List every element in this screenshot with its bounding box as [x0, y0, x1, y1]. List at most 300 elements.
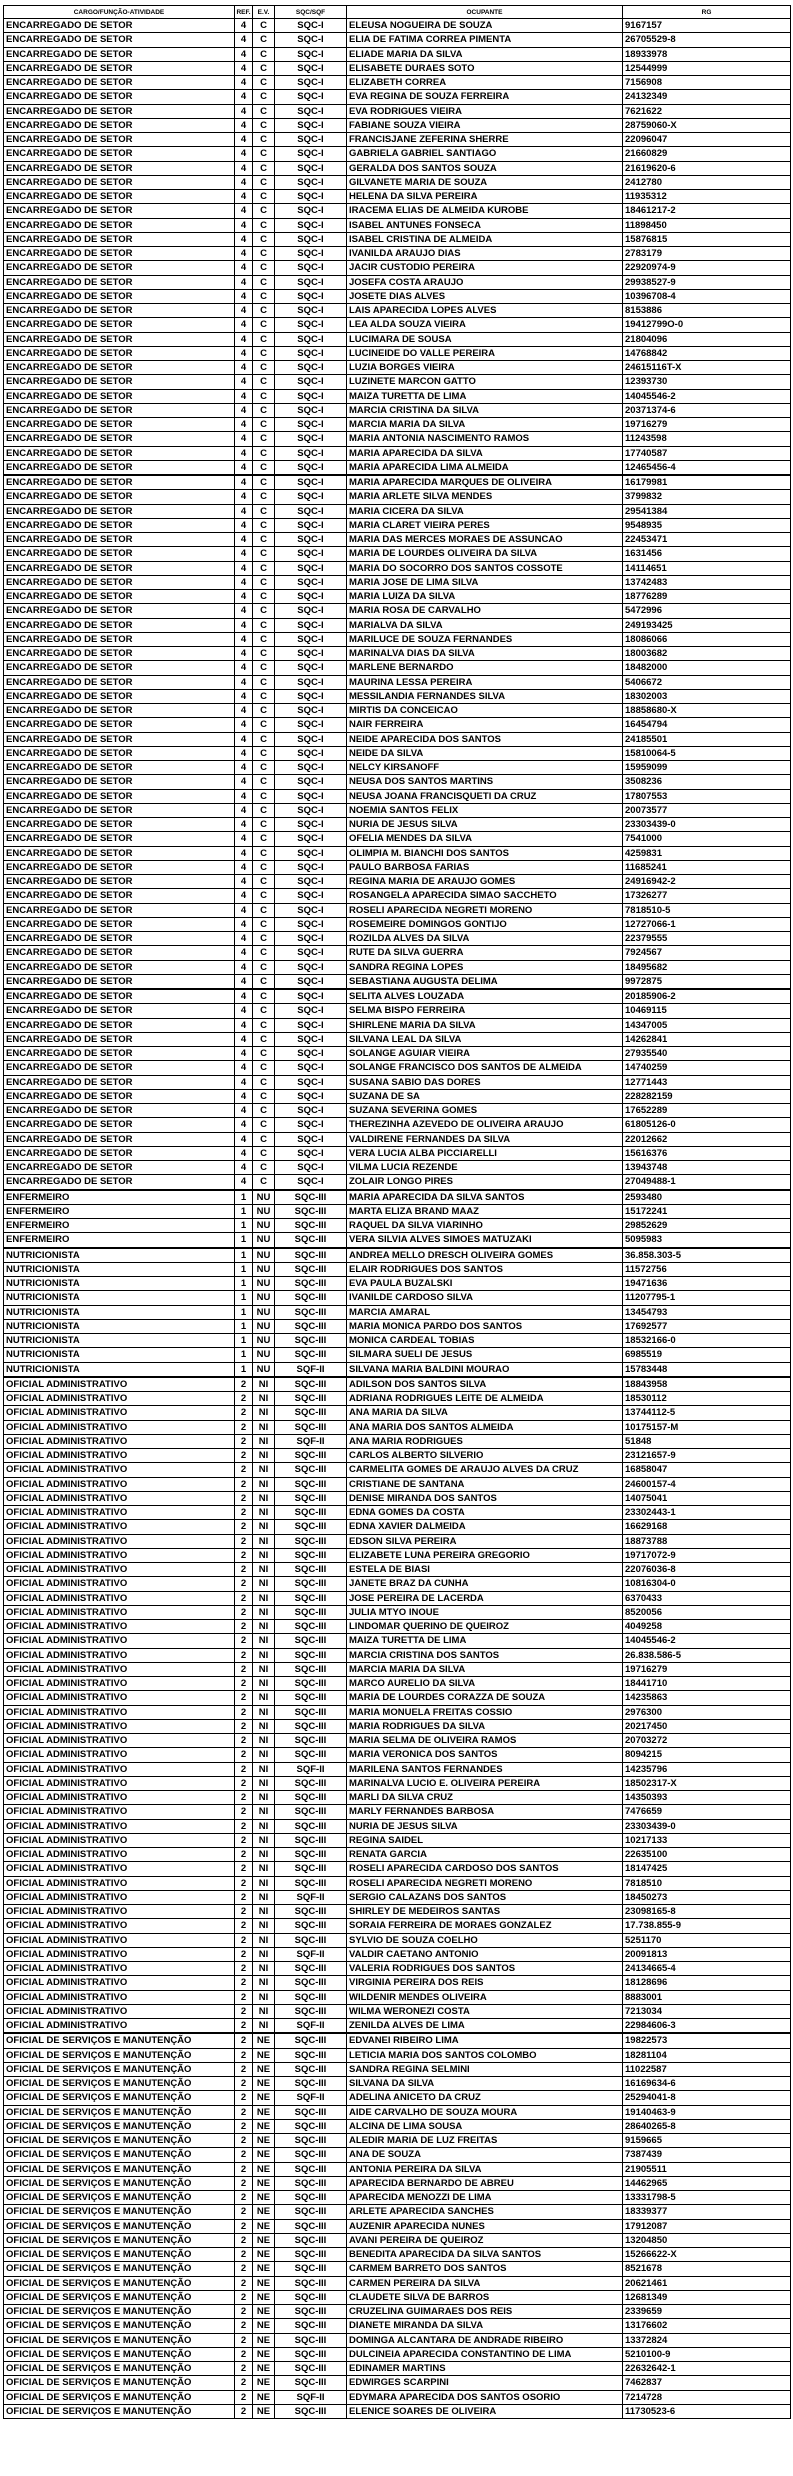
- rg-cell: 16179981: [623, 475, 791, 490]
- cargo-cell: OFICIAL ADMINISTRATIVO: [4, 1776, 235, 1790]
- ocupante-cell: VALERIA RODRIGUES DOS SANTOS: [347, 1962, 623, 1976]
- cargo-cell: OFICIAL DE SERVIÇOS E MANUTENÇÃO: [4, 2233, 235, 2247]
- cargo-cell: ENCARREGADO DE SETOR: [4, 432, 235, 446]
- ocupante-cell: SILVANA MARIA BALDINI MOURAO: [347, 1362, 623, 1377]
- sqc-sqf-cell: SQC-I: [275, 661, 347, 675]
- table-row: [4, 1463, 791, 1477]
- ocupante-cell: ESTELA DE BIASI: [347, 1563, 623, 1577]
- ref-cell: 2: [235, 2033, 253, 2048]
- table-row: [4, 232, 791, 246]
- rg-cell: 18530112: [623, 1392, 791, 1406]
- ref-cell: 2: [235, 2390, 253, 2404]
- ref-cell: 2: [235, 1449, 253, 1463]
- ev-cell: NE: [253, 2319, 275, 2333]
- ev-cell: C: [253, 204, 275, 218]
- rg-cell: 9159665: [623, 2134, 791, 2148]
- ocupante-cell: REGINA MARIA DE ARAUJO GOMES: [347, 875, 623, 889]
- ref-cell: 4: [235, 1075, 253, 1089]
- sqc-sqf-cell: SQC-I: [275, 19, 347, 33]
- table-row: [4, 1204, 791, 1218]
- cargo-cell: OFICIAL DE SERVIÇOS E MANUTENÇÃO: [4, 2319, 235, 2333]
- rg-cell: 18461217-2: [623, 204, 791, 218]
- rg-cell: 11572756: [623, 1262, 791, 1276]
- ref-cell: 1: [235, 1362, 253, 1377]
- ev-cell: C: [253, 689, 275, 703]
- sqc-sqf-cell: SQC-I: [275, 61, 347, 75]
- ref-cell: 4: [235, 175, 253, 189]
- ev-cell: C: [253, 1089, 275, 1103]
- sqc-sqf-cell: SQC-III: [275, 1348, 347, 1362]
- sqc-sqf-cell: SQC-III: [275, 1876, 347, 1890]
- ocupante-cell: JACIR CUSTODIO PEREIRA: [347, 261, 623, 275]
- sqc-sqf-cell: SQC-III: [275, 1506, 347, 1520]
- rg-cell: 13943748: [623, 1161, 791, 1175]
- ref-cell: 2: [235, 2290, 253, 2304]
- ev-cell: C: [253, 675, 275, 689]
- cargo-cell: ENCARREGADO DE SETOR: [4, 190, 235, 204]
- table-row: [4, 718, 791, 732]
- ref-cell: 2: [235, 1805, 253, 1819]
- cargo-cell: ENCARREGADO DE SETOR: [4, 346, 235, 360]
- ref-cell: 4: [235, 1146, 253, 1160]
- cargo-cell: NUTRICIONISTA: [4, 1291, 235, 1305]
- table-row: [4, 1819, 791, 1833]
- ocupante-cell: LETICIA MARIA DOS SANTOS COLOMBO: [347, 2048, 623, 2062]
- ocupante-cell: SORAIA FERREIRA DE MORAES GONZALEZ: [347, 1919, 623, 1933]
- header-ev: E.V.: [253, 6, 275, 19]
- sqc-sqf-cell: SQC-I: [275, 803, 347, 817]
- table-row: [4, 1146, 791, 1160]
- ref-cell: 4: [235, 418, 253, 432]
- ev-cell: C: [253, 275, 275, 289]
- cargo-cell: ENCARREGADO DE SETOR: [4, 76, 235, 90]
- table-row: [4, 1577, 791, 1591]
- sqc-sqf-cell: SQC-I: [275, 575, 347, 589]
- table-row: [4, 2376, 791, 2390]
- sqc-sqf-cell: SQC-I: [275, 346, 347, 360]
- ev-cell: NE: [253, 2290, 275, 2304]
- ref-cell: 2: [235, 1677, 253, 1691]
- table-row: [4, 604, 791, 618]
- ev-cell: NE: [253, 2404, 275, 2418]
- sqc-sqf-cell: SQC-I: [275, 1018, 347, 1032]
- ev-cell: C: [253, 946, 275, 960]
- ev-cell: C: [253, 475, 275, 490]
- ev-cell: NE: [253, 2162, 275, 2176]
- sqc-sqf-cell: SQC-I: [275, 76, 347, 90]
- table-row: [4, 846, 791, 860]
- table-row: [4, 761, 791, 775]
- cargo-cell: ENCARREGADO DE SETOR: [4, 704, 235, 718]
- table-row: [4, 775, 791, 789]
- rg-cell: 10816304-0: [623, 1577, 791, 1591]
- ref-cell: 2: [235, 2262, 253, 2276]
- sqc-sqf-cell: SQC-III: [275, 1591, 347, 1605]
- sqc-sqf-cell: SQC-I: [275, 818, 347, 832]
- ocupante-cell: EDNA XAVIER DALMEIDA: [347, 1520, 623, 1534]
- ocupante-cell: JULIA MTYO INOUE: [347, 1605, 623, 1619]
- table-row: [4, 19, 791, 33]
- rg-cell: 5251170: [623, 1933, 791, 1947]
- cargo-cell: ENCARREGADO DE SETOR: [4, 318, 235, 332]
- table-row: [4, 1890, 791, 1904]
- ocupante-cell: SOLANGE FRANCISCO DOS SANTOS DE ALMEIDA: [347, 1061, 623, 1075]
- sqc-sqf-cell: SQF-II: [275, 1434, 347, 1448]
- ocupante-cell: SELMA BISPO FERREIRA: [347, 1004, 623, 1018]
- cargo-cell: ENCARREGADO DE SETOR: [4, 490, 235, 504]
- table-row: [4, 2134, 791, 2148]
- ev-cell: C: [253, 1175, 275, 1190]
- table-row: [4, 1291, 791, 1305]
- ref-cell: 2: [235, 1563, 253, 1577]
- ref-cell: 4: [235, 732, 253, 746]
- cargo-cell: OFICIAL ADMINISTRATIVO: [4, 1876, 235, 1890]
- ocupante-cell: MARCIA MARIA DA SILVA: [347, 1662, 623, 1676]
- table-row: [4, 689, 791, 703]
- header-sqc-sqf: SQC/SQF: [275, 6, 347, 19]
- ocupante-cell: JOSEFA COSTA ARAUJO: [347, 275, 623, 289]
- cargo-cell: ENCARREGADO DE SETOR: [4, 889, 235, 903]
- ref-cell: 2: [235, 1406, 253, 1420]
- rg-cell: 17740587: [623, 446, 791, 460]
- cargo-cell: ENCARREGADO DE SETOR: [4, 675, 235, 689]
- rg-cell: 29852629: [623, 1219, 791, 1233]
- sqc-sqf-cell: SQC-I: [275, 1075, 347, 1089]
- ref-cell: 2: [235, 2376, 253, 2390]
- ref-cell: 4: [235, 818, 253, 832]
- table-row: [4, 1962, 791, 1976]
- rg-cell: 10175157-M: [623, 1420, 791, 1434]
- sqc-sqf-cell: SQC-I: [275, 932, 347, 946]
- ref-cell: 4: [235, 490, 253, 504]
- ocupante-cell: MARIA ARLETE SILVA MENDES: [347, 490, 623, 504]
- ocupante-cell: DIANETE MIRANDA DA SILVA: [347, 2319, 623, 2333]
- header-rg: RG: [623, 6, 791, 19]
- table-row: [4, 104, 791, 118]
- table-row: [4, 1032, 791, 1046]
- sqc-sqf-cell: SQC-I: [275, 946, 347, 960]
- sqc-sqf-cell: SQC-I: [275, 218, 347, 232]
- ev-cell: C: [253, 590, 275, 604]
- ocupante-cell: ELISABETE DURAES SOTO: [347, 61, 623, 75]
- rg-cell: 26705529-8: [623, 33, 791, 47]
- sqc-sqf-cell: SQC-I: [275, 90, 347, 104]
- cargo-cell: OFICIAL DE SERVIÇOS E MANUTENÇÃO: [4, 2205, 235, 2219]
- cargo-cell: OFICIAL ADMINISTRATIVO: [4, 1705, 235, 1719]
- rg-cell: 18495682: [623, 960, 791, 974]
- sqc-sqf-cell: SQC-I: [275, 118, 347, 132]
- ocupante-cell: MARIA DE LOURDES OLIVEIRA DA SILVA: [347, 547, 623, 561]
- table-row: [4, 1305, 791, 1319]
- sqc-sqf-cell: SQC-I: [275, 518, 347, 532]
- rg-cell: 27935540: [623, 1047, 791, 1061]
- ev-cell: NI: [253, 1862, 275, 1876]
- ocupante-cell: APARECIDA MENOZZI DE LIMA: [347, 2191, 623, 2205]
- table-row: [4, 1905, 791, 1919]
- sqc-sqf-cell: SQC-I: [275, 403, 347, 417]
- sqc-sqf-cell: SQC-I: [275, 889, 347, 903]
- cargo-cell: OFICIAL DE SERVIÇOS E MANUTENÇÃO: [4, 2376, 235, 2390]
- cargo-cell: OFICIAL ADMINISTRATIVO: [4, 1406, 235, 1420]
- sqc-sqf-cell: SQC-III: [275, 1705, 347, 1719]
- cargo-cell: ENCARREGADO DE SETOR: [4, 247, 235, 261]
- ref-cell: 4: [235, 704, 253, 718]
- table-row: [4, 1705, 791, 1719]
- table-row: [4, 2062, 791, 2076]
- ref-cell: 4: [235, 247, 253, 261]
- table-row: [4, 1061, 791, 1075]
- ref-cell: 4: [235, 746, 253, 760]
- ref-cell: 4: [235, 1018, 253, 1032]
- rg-cell: 21905511: [623, 2162, 791, 2176]
- table-row: [4, 1605, 791, 1619]
- sqc-sqf-cell: SQC-I: [275, 746, 347, 760]
- ref-cell: 2: [235, 1890, 253, 1904]
- rg-cell: 15266622-X: [623, 2248, 791, 2262]
- ref-cell: 4: [235, 1118, 253, 1132]
- ev-cell: NE: [253, 2376, 275, 2390]
- rg-cell: 8520056: [623, 1605, 791, 1619]
- rg-cell: 22632642-1: [623, 2362, 791, 2376]
- ocupante-cell: ELIADE MARIA DA SILVA: [347, 47, 623, 61]
- rg-cell: 13176602: [623, 2319, 791, 2333]
- sqc-sqf-cell: SQC-I: [275, 917, 347, 931]
- header-ocupante: OCUPANTE: [347, 6, 623, 19]
- ev-cell: NI: [253, 1477, 275, 1491]
- ocupante-cell: LAIS APARECIDA LOPES ALVES: [347, 304, 623, 318]
- sqc-sqf-cell: SQC-I: [275, 860, 347, 874]
- table-row: [4, 1190, 791, 1205]
- rg-cell: 12393730: [623, 375, 791, 389]
- sqc-sqf-cell: SQC-III: [275, 1962, 347, 1976]
- cargo-cell: ENCARREGADO DE SETOR: [4, 1146, 235, 1160]
- sqc-sqf-cell: SQC-III: [275, 1976, 347, 1990]
- ev-cell: NE: [253, 2233, 275, 2247]
- cargo-cell: ENCARREGADO DE SETOR: [4, 803, 235, 817]
- sqc-sqf-cell: SQC-III: [275, 1190, 347, 1205]
- cargo-cell: ENCARREGADO DE SETOR: [4, 133, 235, 147]
- sqc-sqf-cell: SQC-I: [275, 418, 347, 432]
- ev-cell: NI: [253, 1947, 275, 1961]
- cargo-cell: ENCARREGADO DE SETOR: [4, 1047, 235, 1061]
- ev-cell: NU: [253, 1219, 275, 1233]
- cargo-cell: ENCARREGADO DE SETOR: [4, 403, 235, 417]
- table-row: [4, 2105, 791, 2119]
- ref-cell: 2: [235, 1734, 253, 1748]
- ocupante-cell: SEBASTIANA AUGUSTA DELIMA: [347, 974, 623, 989]
- rg-cell: 16169634-6: [623, 2077, 791, 2091]
- ocupante-cell: MARIA CICERA DA SILVA: [347, 504, 623, 518]
- cargo-cell: NUTRICIONISTA: [4, 1305, 235, 1319]
- cargo-cell: OFICIAL ADMINISTRATIVO: [4, 1833, 235, 1847]
- ev-cell: C: [253, 1104, 275, 1118]
- ev-cell: NU: [253, 1204, 275, 1218]
- sqc-sqf-cell: SQC-III: [275, 2004, 347, 2018]
- table-row: [4, 1348, 791, 1362]
- sqc-sqf-cell: SQC-I: [275, 104, 347, 118]
- ref-cell: 4: [235, 689, 253, 703]
- ev-cell: NI: [253, 1591, 275, 1605]
- ocupante-cell: VALDIRENE FERNANDES DA SILVA: [347, 1132, 623, 1146]
- ocupante-cell: MARINALVA DIAS DA SILVA: [347, 647, 623, 661]
- table-row: [4, 860, 791, 874]
- cargo-cell: OFICIAL ADMINISTRATIVO: [4, 1620, 235, 1634]
- ev-cell: C: [253, 974, 275, 989]
- ocupante-cell: SILVANA DA SILVA: [347, 2077, 623, 2091]
- table-row: [4, 1175, 791, 1190]
- table-row: [4, 590, 791, 604]
- sqc-sqf-cell: SQC-III: [275, 1833, 347, 1847]
- ocupante-cell: ALCINA DE LIMA SOUSA: [347, 2119, 623, 2133]
- ocupante-cell: EVA RODRIGUES VIEIRA: [347, 104, 623, 118]
- ev-cell: NU: [253, 1362, 275, 1377]
- ev-cell: NE: [253, 2091, 275, 2105]
- rg-cell: 7541000: [623, 832, 791, 846]
- sqc-sqf-cell: SQC-III: [275, 1420, 347, 1434]
- rg-cell: 13331798-5: [623, 2191, 791, 2205]
- ref-cell: 2: [235, 1520, 253, 1534]
- ocupante-cell: ANTONIA PEREIRA DA SILVA: [347, 2162, 623, 2176]
- ref-cell: 1: [235, 1190, 253, 1205]
- table-row: [4, 204, 791, 218]
- ev-cell: C: [253, 432, 275, 446]
- ev-cell: C: [253, 247, 275, 261]
- ev-cell: C: [253, 218, 275, 232]
- ref-cell: 2: [235, 1662, 253, 1676]
- ev-cell: NU: [253, 1319, 275, 1333]
- table-row: [4, 504, 791, 518]
- rg-cell: 16629168: [623, 1520, 791, 1534]
- table-row: [4, 732, 791, 746]
- ocupante-cell: CARMELITA GOMES DE ARAUJO ALVES DA CRUZ: [347, 1463, 623, 1477]
- rg-cell: 18441710: [623, 1677, 791, 1691]
- ref-cell: 4: [235, 332, 253, 346]
- ev-cell: C: [253, 903, 275, 917]
- cargo-cell: ENCARREGADO DE SETOR: [4, 989, 235, 1004]
- sqc-sqf-cell: SQC-III: [275, 1605, 347, 1619]
- sqc-sqf-cell: SQC-III: [275, 1204, 347, 1218]
- table-row: [4, 1506, 791, 1520]
- cargo-cell: ENCARREGADO DE SETOR: [4, 903, 235, 917]
- sqc-sqf-cell: SQC-III: [275, 1691, 347, 1705]
- sqc-sqf-cell: SQC-III: [275, 2062, 347, 2076]
- table-row: [4, 2305, 791, 2319]
- rg-cell: 18086066: [623, 632, 791, 646]
- rg-cell: 13204850: [623, 2233, 791, 2247]
- rg-cell: 18532166-0: [623, 1334, 791, 1348]
- sqc-sqf-cell: SQC-III: [275, 1233, 347, 1248]
- ocupante-cell: MARIA DE LOURDES CORAZZA DE SOUZA: [347, 1691, 623, 1705]
- table-row: [4, 2262, 791, 2276]
- ocupante-cell: WILDENIR MENDES OLIVEIRA: [347, 1990, 623, 2004]
- ocupante-cell: ISABEL CRISTINA DE ALMEIDA: [347, 232, 623, 246]
- ocupante-cell: ROSELI APARECIDA NEGRETI MORENO: [347, 903, 623, 917]
- table-row: [4, 875, 791, 889]
- sqc-sqf-cell: SQC-I: [275, 704, 347, 718]
- rg-cell: 7818510-5: [623, 903, 791, 917]
- rg-cell: 19140463-9: [623, 2105, 791, 2119]
- ref-cell: 1: [235, 1219, 253, 1233]
- sqc-sqf-cell: SQC-III: [275, 1406, 347, 1420]
- ref-cell: 2: [235, 1833, 253, 1847]
- cargo-cell: ENCARREGADO DE SETOR: [4, 689, 235, 703]
- rg-cell: 13742483: [623, 575, 791, 589]
- ref-cell: 2: [235, 1491, 253, 1505]
- ocupante-cell: SUSANA SABIO DAS DORES: [347, 1075, 623, 1089]
- cargo-cell: OFICIAL DE SERVIÇOS E MANUTENÇÃO: [4, 2333, 235, 2347]
- sqc-sqf-cell: SQC-III: [275, 1520, 347, 1534]
- ref-cell: 2: [235, 1392, 253, 1406]
- ref-cell: 2: [235, 1905, 253, 1919]
- ocupante-cell: MARIA CLARET VIEIRA PERES: [347, 518, 623, 532]
- ref-cell: 4: [235, 19, 253, 33]
- table-row: [4, 375, 791, 389]
- sqc-sqf-cell: SQC-I: [275, 247, 347, 261]
- ev-cell: C: [253, 147, 275, 161]
- sqc-sqf-cell: SQC-III: [275, 2105, 347, 2119]
- rg-cell: 4049258: [623, 1620, 791, 1634]
- ocupante-cell: MARIA RODRIGUES DA SILVA: [347, 1719, 623, 1733]
- ocupante-cell: SANDRA REGINA LOPES: [347, 960, 623, 974]
- ev-cell: NI: [253, 1377, 275, 1392]
- sqc-sqf-cell: SQC-III: [275, 2119, 347, 2133]
- cargo-cell: OFICIAL ADMINISTRATIVO: [4, 1434, 235, 1448]
- table-row: [4, 1047, 791, 1061]
- table-row: [4, 1392, 791, 1406]
- cargo-cell: ENCARREGADO DE SETOR: [4, 761, 235, 775]
- rg-cell: 11022587: [623, 2062, 791, 2076]
- rg-cell: 8153886: [623, 304, 791, 318]
- table-row: [4, 889, 791, 903]
- ocupante-cell: LUCINEIDE DO VALLE PEREIRA: [347, 346, 623, 360]
- table-row: [4, 446, 791, 460]
- sqc-sqf-cell: SQC-I: [275, 846, 347, 860]
- ref-cell: 4: [235, 518, 253, 532]
- cargo-cell: OFICIAL DE SERVIÇOS E MANUTENÇÃO: [4, 2077, 235, 2091]
- cargo-cell: ENCARREGADO DE SETOR: [4, 775, 235, 789]
- table-row: [4, 389, 791, 403]
- sqc-sqf-cell: SQC-I: [275, 1161, 347, 1175]
- sqc-sqf-cell: SQC-I: [275, 133, 347, 147]
- sqc-sqf-cell: SQC-III: [275, 1805, 347, 1819]
- ref-cell: 2: [235, 1990, 253, 2004]
- ocupante-cell: GABRIELA GABRIEL SANTIAGO: [347, 147, 623, 161]
- cargo-cell: OFICIAL ADMINISTRATIVO: [4, 1933, 235, 1947]
- ev-cell: NI: [253, 1620, 275, 1634]
- ocupante-cell: ANA MARIA RODRIGUES: [347, 1434, 623, 1448]
- ref-cell: 2: [235, 2404, 253, 2418]
- ref-cell: 1: [235, 1305, 253, 1319]
- ev-cell: NE: [253, 2119, 275, 2133]
- cargo-cell: ENCARREGADO DE SETOR: [4, 104, 235, 118]
- ev-cell: C: [253, 490, 275, 504]
- header-row: [4, 6, 791, 19]
- sqc-sqf-cell: SQC-I: [275, 389, 347, 403]
- ev-cell: NI: [253, 1705, 275, 1719]
- ref-cell: 2: [235, 2333, 253, 2347]
- ocupante-cell: BENEDITA APARECIDA DA SILVA SANTOS: [347, 2248, 623, 2262]
- table-row: [4, 1104, 791, 1118]
- ocupante-cell: SUZANA SEVERINA GOMES: [347, 1104, 623, 1118]
- ev-cell: C: [253, 47, 275, 61]
- ev-cell: C: [253, 533, 275, 547]
- ocupante-cell: PAULO BARBOSA FARIAS: [347, 860, 623, 874]
- rg-cell: 7476659: [623, 1805, 791, 1819]
- ocupante-cell: ADELINA ANICETO DA CRUZ: [347, 2091, 623, 2105]
- ev-cell: C: [253, 775, 275, 789]
- ev-cell: NU: [253, 1233, 275, 1248]
- sqc-sqf-cell: SQC-I: [275, 332, 347, 346]
